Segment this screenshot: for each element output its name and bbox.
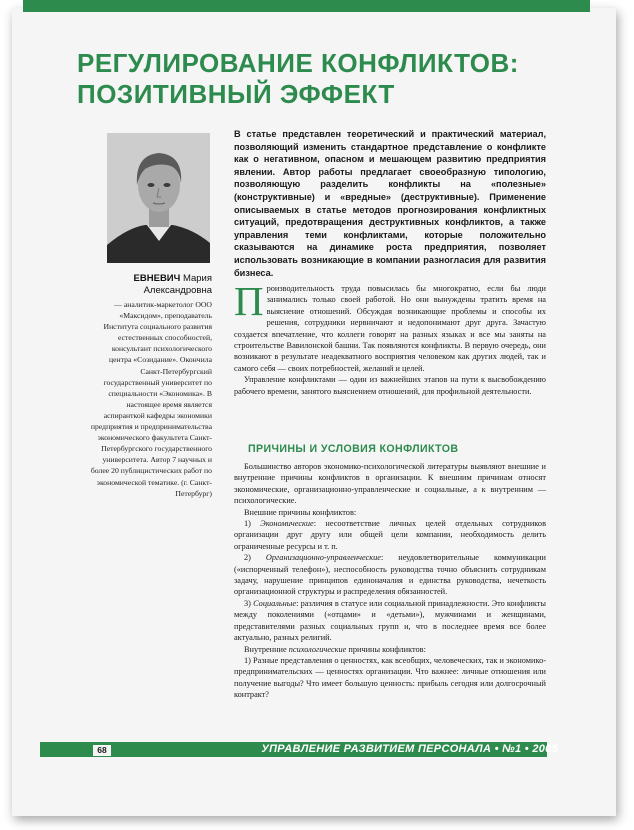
section-paragraph-3 [234,518,546,552]
item-number: 2) [244,553,266,563]
item-text: Внутренние [244,644,289,654]
italic-term: Экономические [260,519,314,529]
author-portrait-image [107,133,210,263]
author-surname: ЕВНЕВИЧ [133,273,181,284]
item-text: : неудовлетворительные коммуникации («испорченный телефон»), неспособность руководства точно объяснить сотрудникам задачу, нарушение принципов единоначалия и единства руководства, нечеткость организационной структуры и распределения обязанностей. [234,553,546,597]
section-paragraph-7: 1) Разные представления о ценностях, как всеобщих, человеческих, так и экономико-предпринимательских — ценностях организации. Что важнее: личные отношения или получение выгоды? Что имеет большую ценность: прибыль сегодня или долгосрочный контракт? [234,655,546,700]
title-line-2: ПОЗИТИВНЫЙ ЭФФЕКТ [77,79,395,109]
item-number: 1) [244,519,261,529]
author-name [88,273,212,297]
section-paragraph-1: Большинство авторов экономико-психологической литературы выявляют внешние и внутренние причины конфликтов в организации. К внешним причинам относят экономические, организационно-управленческие и социальные, а к внутренним — психологические. [234,462,546,506]
section-paragraph-5 [234,598,546,644]
section-paragraph-2: Внешние причины конфликтов: [244,507,357,517]
drop-cap: П [234,278,264,324]
item-text: причины конфликтов: [346,644,426,654]
author-bio: — аналитик-маркетолог ООО «Максидом», преподаватель Института социального развития естественных способностей, консультант психологического центра «Созидание». Окончила Санкт-Петербургский государственный университет по специальности «Экономика». В настоящее время является аспиранткой кафедры экономики предприятия и предпринимательства экономического факультета Санкт-Петербургского государственного университета. Автор 7 научных и более 20 публицистических работ по экономической тематике. (г. Санкт-Петербург) [90,300,212,498]
author-given-name: Мария [182,273,212,284]
italic-term: психологические [288,644,347,654]
section-paragraph-4 [234,552,546,598]
intro-paragraph-1-text: роизводительность труда повысилась бы многократно, если бы люди занимались только своей работой. Но они вынуждены тратить время на выяснение отношений. Обсуждая возникающие проблемы и способы их решения, сотрудники нервничают и недопонимают друг друга. Зачастую создается впечатление, что коллеги говорят на разных языках и все мы заняты на строительстве Вавилонской башни. Так появляются конфликты. В первую очередь, они возникают в результате неадекватного восприятия человеком как других людей, так и самого себя — своих потребностей, желаний и целей. [234,284,546,373]
top-accent-bar [23,0,590,12]
title-line-1: РЕГУЛИРОВАНИЕ КОНФЛИКТОВ: [77,48,519,78]
article-abstract: В статье представлен теоретический и практический материал, позволяющий изменить стандартное представление о конфликте как о негативном, опасном и мешающем развитию предприятия явлении. Автор работы предлагает своеобразную типологию, позволяющую разделить конфликты на «полезные» (конструктивные) и «вредные» (деструктивные). Применение описываемых в статье методов прогнозирования конфликтных ситуаций, предотвращения деструктивных конфликтов, а также управления теми конфликтами, которые положительно сказываются на динамике роста предприятия, позволяет использовать возникающие в компании разногласия для развития бизнеса. [234,129,546,278]
page-number: 68 [92,744,112,757]
italic-term: Организационно-управленческие [265,553,381,563]
item-number: 3) [244,598,254,608]
item-text: : несоответствие личных целей отдельных сотрудников организации друг другу или общей цели компании, необходимость делить ограниченные ресурсы и т. п. [234,519,546,551]
section-text [234,461,546,701]
article-title [77,48,577,110]
author-block [88,273,212,499]
item-text: : различия в статусе или социальной принадлежности. Это конфликты между поколениями («отцами» и «детьми»), мужчинами и женщинами, представителями разных социальных групп и, что в последнее время все более актуально, разных религий. [234,598,546,643]
section-heading: ПРИЧИНЫ И УСЛОВИЯ КОНФЛИКТОВ [248,443,459,455]
italic-term: Социальные [253,598,297,608]
author-patronymic: Александровна [143,285,212,296]
intro-paragraph-2: Управление конфликтами — один из важнейших этапов на пути к высвобождению рабочего времени, занятого выяснением отношений, для профильной деятельности. [234,375,546,396]
section-paragraph-6 [234,644,546,655]
journal-name: УПРАВЛЕНИЕ РАЗВИТИЕМ ПЕРСОНАЛА • №1 • 2005 [261,743,558,755]
author-photo [107,133,210,263]
intro-text [234,278,546,397]
intro-paragraph-1 [234,278,546,374]
